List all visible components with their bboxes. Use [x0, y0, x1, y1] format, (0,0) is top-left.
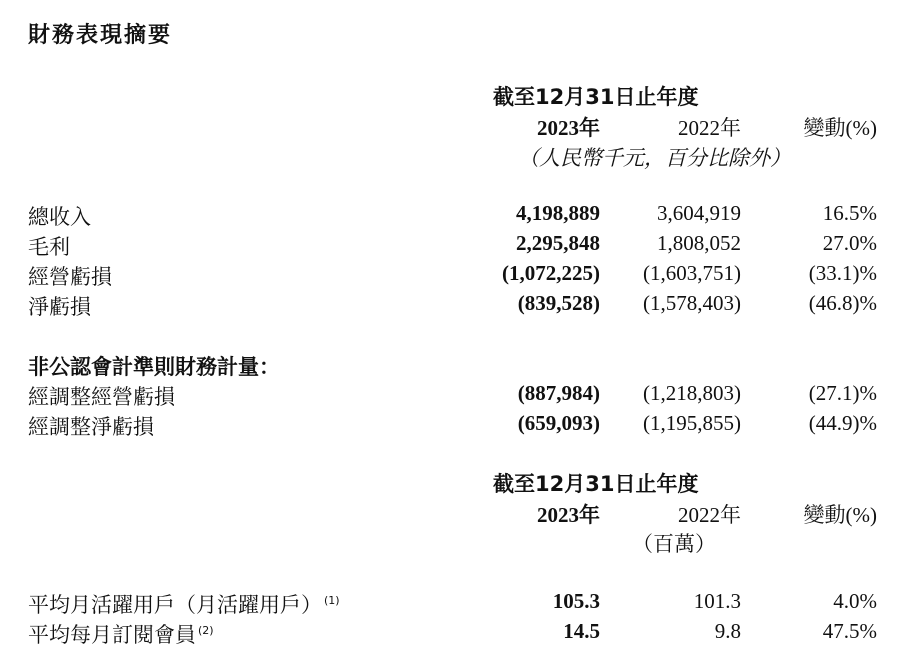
- row-label: 平均月活躍用戶（月活躍用戶） $^{(1)}$: [28, 593, 340, 617]
- row-label: 經調整淨虧損: [28, 415, 154, 439]
- unit-note: （百萬）: [632, 532, 716, 556]
- year-prior-header: 2022年: [678, 503, 741, 527]
- row-label: 毛利: [28, 235, 70, 259]
- row-current: 14.5: [563, 619, 600, 643]
- change-header: 變動(%): [803, 116, 877, 140]
- row-current: (839,528): [517, 291, 600, 315]
- footnote-ref: (2): [198, 624, 214, 637]
- row-change: 16.5%: [822, 201, 877, 225]
- row-label: 經調整經營虧損: [28, 385, 175, 409]
- row-prior: (1,578,403): [643, 291, 741, 315]
- row-current: (659,093): [517, 411, 600, 435]
- row-prior: (1,603,751): [643, 261, 741, 285]
- row-change: (27.1)%: [808, 381, 877, 405]
- year-current-header: 2023年: [537, 116, 600, 140]
- row-current: 105.3: [552, 589, 600, 613]
- row-prior: 101.3: [693, 589, 741, 613]
- row-current: (887,984): [517, 381, 600, 405]
- row-label: 經營虧損: [28, 265, 112, 289]
- row-current: 4,198,889: [516, 201, 600, 225]
- row-label: 總收入: [28, 205, 91, 229]
- unit-note: （人民幣千元，百分比除外）: [518, 146, 791, 170]
- period-header: 截至12月31日止年度: [493, 472, 699, 496]
- row-label: 平均每月訂閱會員 $^{(2)}$: [28, 623, 214, 647]
- row-change: (44.9)%: [808, 411, 877, 435]
- change-header: 變動(%): [803, 503, 877, 527]
- row-change: (46.8)%: [808, 291, 877, 315]
- row-prior: (1,218,803): [643, 381, 741, 405]
- row-change: 4.0%: [833, 589, 877, 613]
- row-prior: 9.8: [714, 619, 741, 643]
- row-label: 淨虧損: [28, 295, 91, 319]
- row-current: 2,295,848: [516, 231, 600, 255]
- period-header: 截至12月31日止年度: [493, 85, 699, 109]
- row-current: (1,072,225): [502, 261, 600, 285]
- year-current-header: 2023年: [537, 503, 600, 527]
- non-gaap-heading: 非公認會計準則財務計量：: [28, 355, 280, 379]
- row-prior: 1,808,052: [657, 231, 741, 255]
- row-prior: (1,195,855): [643, 411, 741, 435]
- row-change: (33.1)%: [808, 261, 877, 285]
- row-change: 47.5%: [822, 619, 877, 643]
- row-change: 27.0%: [822, 231, 877, 255]
- footnote-ref: (1): [324, 594, 340, 607]
- row-prior: 3,604,919: [657, 201, 741, 225]
- page-title: 財務表現摘要: [28, 23, 173, 48]
- year-prior-header: 2022年: [678, 116, 741, 140]
